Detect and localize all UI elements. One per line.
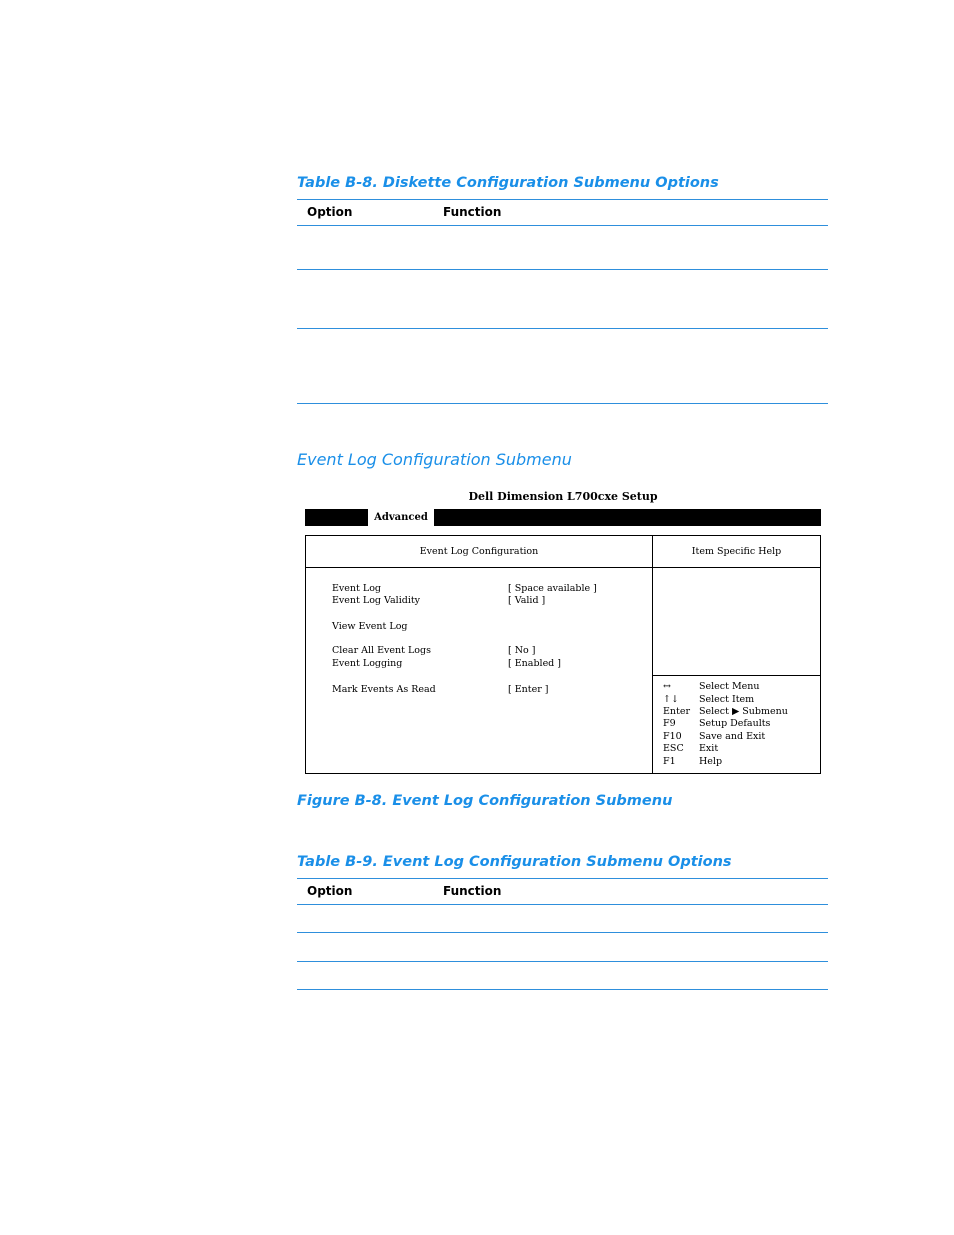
left-right-arrow-icon: ↔ — [663, 681, 671, 692]
table-b9-option-header: Option — [307, 884, 353, 898]
key-legend-key: F10 — [663, 731, 682, 742]
table-b9-title: Table B-9. Event Log Configuration Submenu Options — [297, 854, 732, 870]
event-log-validity-value[interactable]: [ Valid ] — [508, 595, 546, 606]
pane-header-divider — [306, 567, 820, 568]
up-down-arrow-icon: ↑↓ — [663, 694, 679, 705]
menu-item-event-log-validity[interactable]: Event Log Validity — [332, 595, 421, 606]
bios-menu-bar — [305, 509, 821, 526]
menu-item-event-logging[interactable]: Event Logging — [332, 658, 403, 669]
table-b8-title: Table B-8. Diskette Configuration Submenu Options — [297, 175, 719, 191]
menu-item-clear-all-event-logs[interactable]: Clear All Event Logs — [332, 645, 431, 656]
key-legend-key: ESC — [663, 743, 684, 754]
table-b8-row-rule — [297, 269, 828, 270]
table-b8-function-header: Function — [443, 205, 502, 219]
bios-title: Dell Dimension L700cxe Setup — [468, 490, 658, 503]
table-b9-top-rule — [297, 878, 828, 879]
table-b8-row-rule — [297, 328, 828, 329]
menu-item-event-log[interactable]: Event Log — [332, 583, 381, 594]
table-b9-bottom-rule — [297, 989, 828, 990]
key-legend-action: Select Menu — [699, 681, 760, 692]
key-legend-action: Exit — [699, 743, 719, 754]
key-legend-action: Save and Exit — [699, 731, 766, 742]
key-legend-action: Setup Defaults — [699, 718, 771, 729]
pane-divider — [652, 536, 653, 773]
key-legend-action: Select Item — [699, 694, 755, 705]
key-legend-key: Enter — [663, 706, 691, 717]
table-b9-row-rule — [297, 932, 828, 933]
table-b8-top-rule — [297, 199, 828, 200]
help-keys-divider — [653, 675, 820, 676]
key-legend-action: Help — [699, 756, 723, 767]
table-b9-function-header: Function — [443, 884, 502, 898]
section-heading: Event Log Configuration Submenu — [297, 450, 572, 469]
key-legend-key: F9 — [663, 718, 676, 729]
event-log-value[interactable]: [ Space available ] — [508, 583, 597, 594]
event-logging-value[interactable]: [ Enabled ] — [508, 658, 561, 669]
menu-item-view-event-log[interactable]: View Event Log — [332, 621, 408, 632]
clear-all-event-logs-value[interactable]: [ No ] — [508, 645, 536, 656]
help-title: Item Specific Help — [691, 546, 782, 557]
table-b9-header-rule — [297, 904, 828, 905]
bios-frame — [305, 535, 821, 774]
table-b8-header-rule — [297, 225, 828, 226]
pane-title: Event Log Configuration — [419, 546, 539, 557]
table-b8-bottom-rule — [297, 403, 828, 404]
figure-b8-caption: Figure B-8. Event Log Configuration Submenu — [297, 793, 673, 809]
table-b9-row-rule — [297, 961, 828, 962]
table-b8-option-header: Option — [307, 205, 353, 219]
menu-item-mark-events-as-read[interactable]: Mark Events As Read — [332, 684, 436, 695]
key-legend-key: F1 — [663, 756, 676, 767]
tab-advanced[interactable]: Advanced — [368, 509, 434, 526]
mark-events-as-read-value[interactable]: [ Enter ] — [508, 684, 549, 695]
key-legend-action: Select ▶ Submenu — [699, 706, 788, 717]
